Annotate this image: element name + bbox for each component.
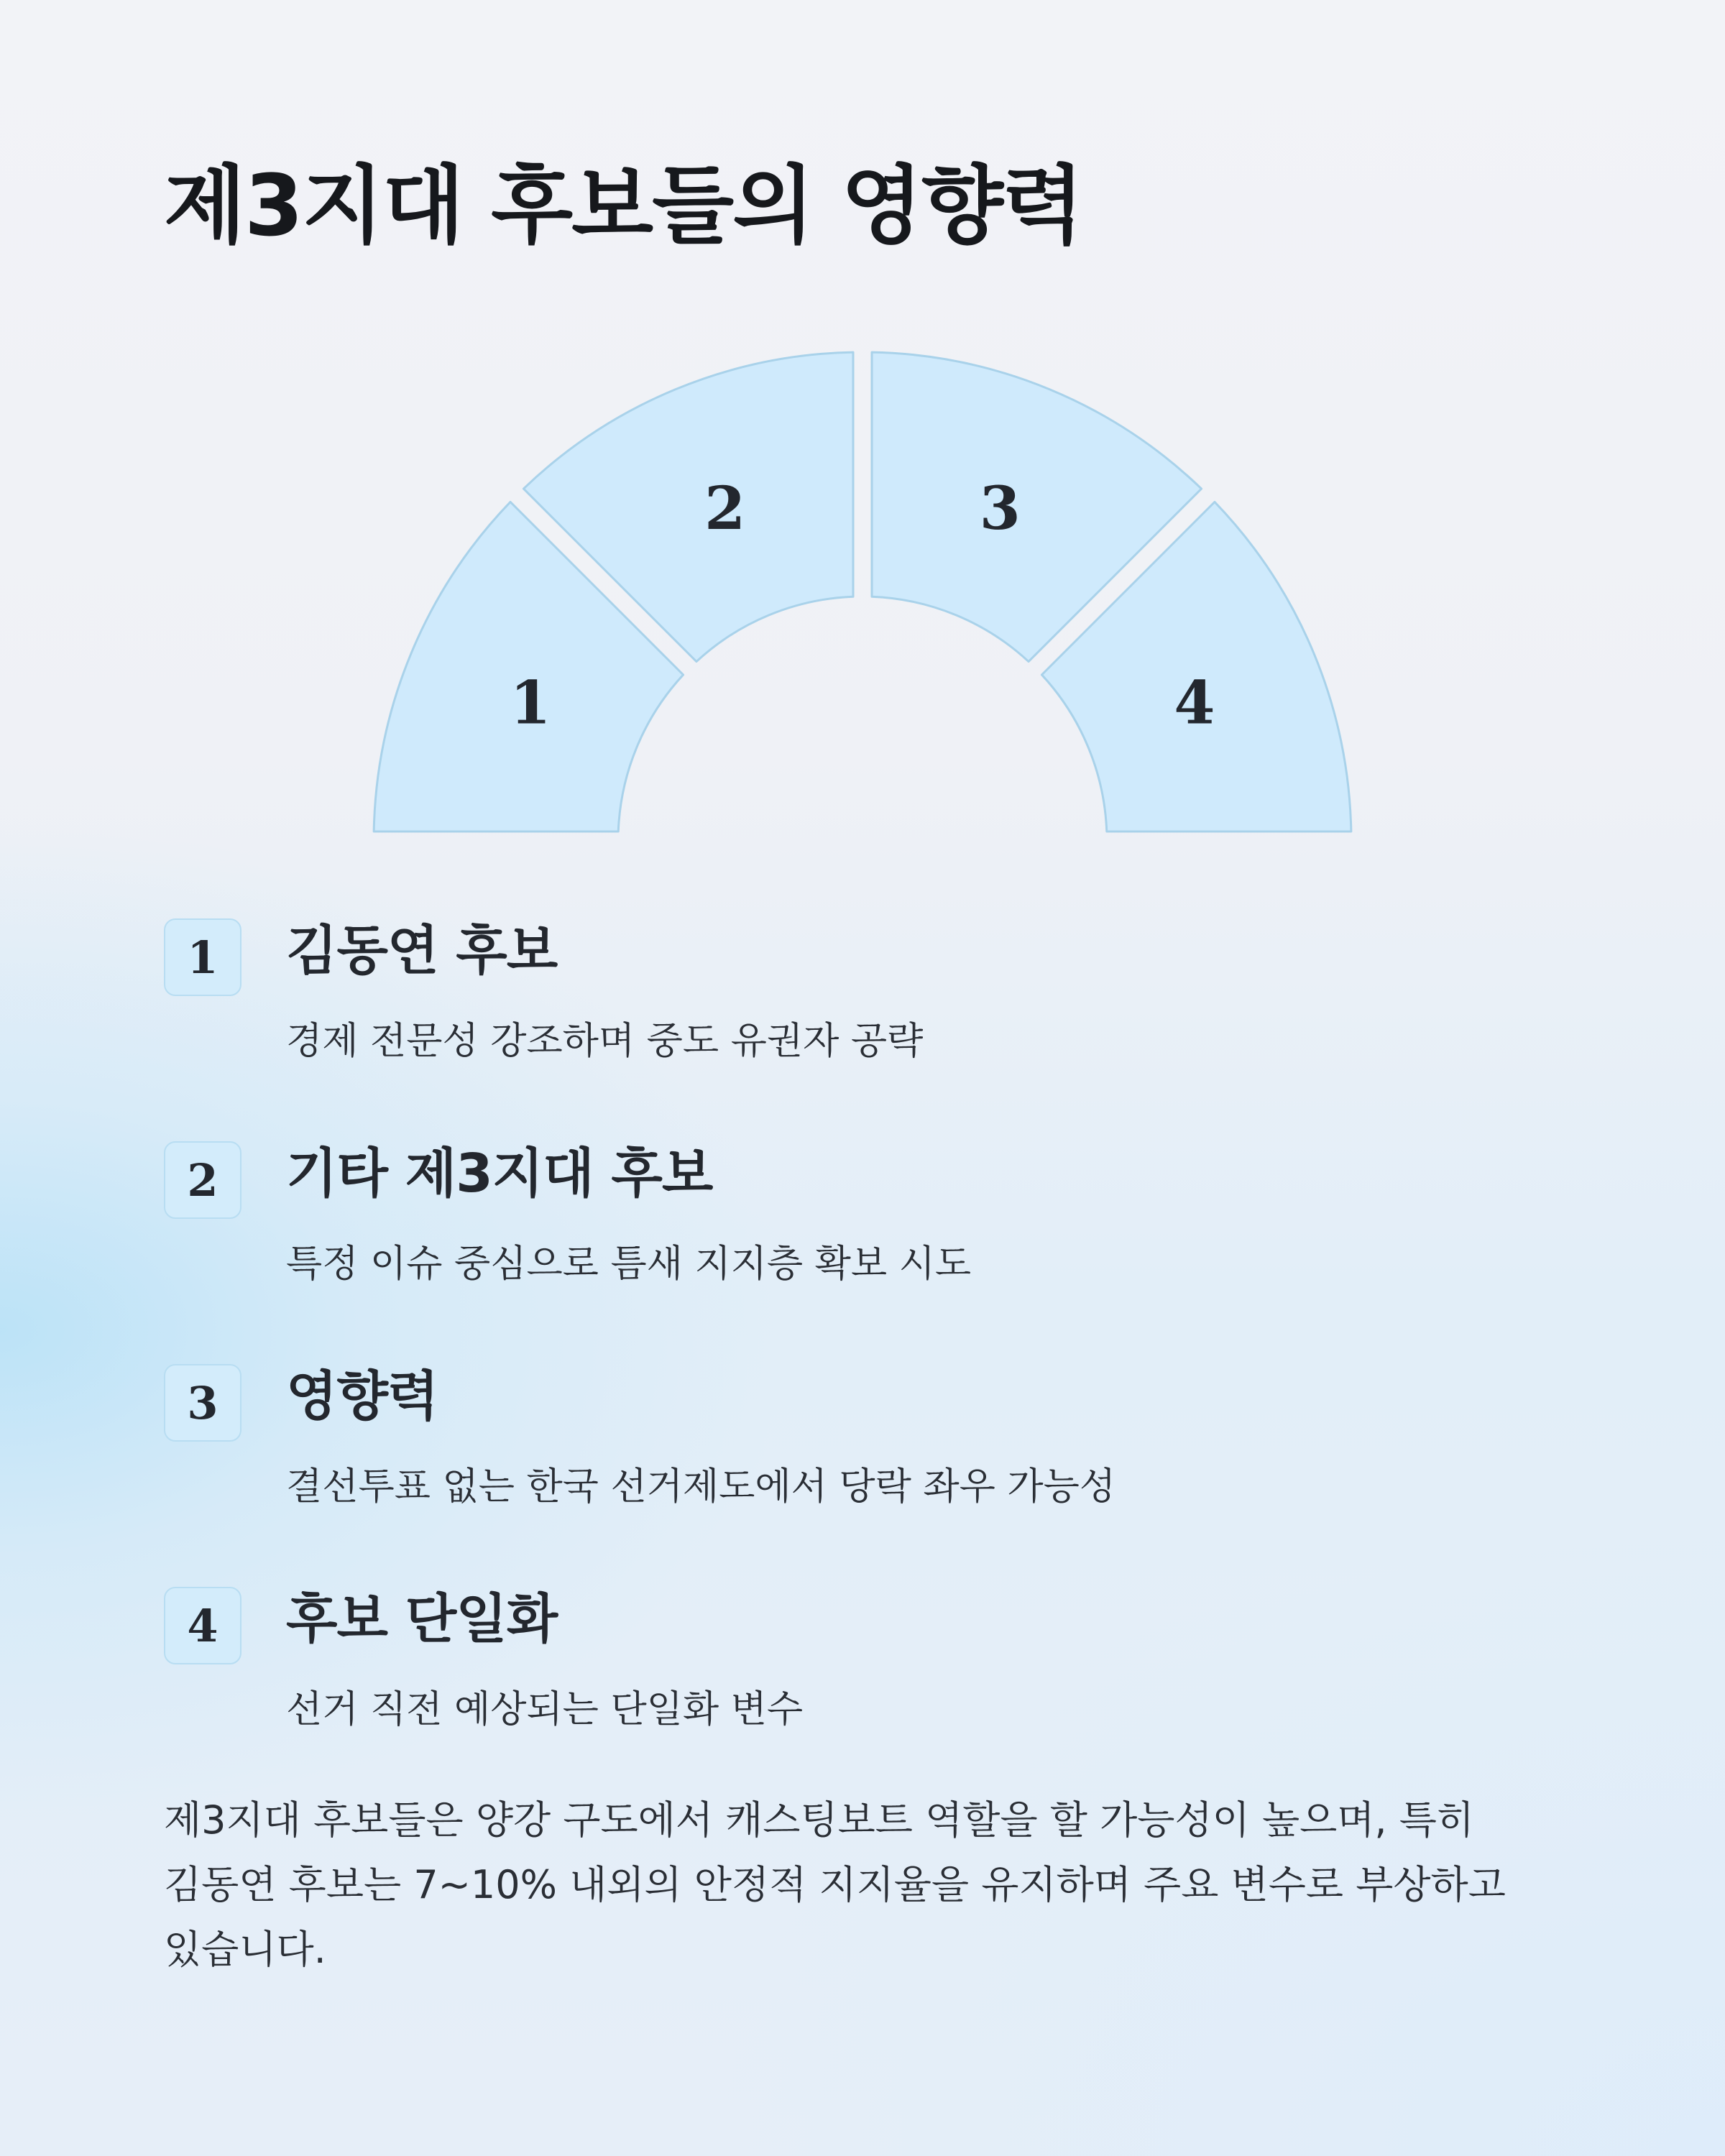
item-description: 특정 이슈 중심으로 틈새 지지층 확보 시도	[286, 1243, 972, 1286]
page-title: 제3지대 후보들의 영향력	[164, 156, 1083, 255]
item-title: 영향력	[286, 1365, 438, 1427]
arc-diagram	[0, 0, 1725, 862]
list-item	[164, 1360, 1530, 1547]
item-number-badge: 1	[164, 918, 242, 996]
item-title: 후보 단일화	[286, 1588, 558, 1650]
arc-segment-label: 2	[704, 474, 746, 544]
arc-segment-label: 4	[1174, 668, 1215, 738]
item-description: 경제 전문성 강조하며 중도 유권자 공략	[286, 1020, 924, 1063]
arc-segment-label: 1	[510, 668, 551, 738]
item-description: 선거 직전 예상되는 단일화 변수	[286, 1688, 804, 1731]
item-number-badge: 4	[164, 1587, 242, 1664]
list-item	[164, 1583, 1530, 1769]
item-number-badge: 3	[164, 1364, 242, 1442]
item-title: 기타 제3지대 후보	[286, 1143, 713, 1204]
item-title: 김동연 후보	[286, 920, 558, 982]
summary-text: 제3지대 후보들은 양강 구도에서 캐스팅보트 역할을 할 가능성이 높으며, 특히 김동연 후보는 7~10% 내외의 안정적 지지율을 유지하며 주요 변수로 부상하고 있습니다.	[164, 1797, 1506, 1972]
list-item	[164, 914, 1530, 1101]
item-description: 결선투표 없는 한국 선거제도에서 당락 좌우 가능성	[286, 1465, 1116, 1508]
list-item	[164, 1137, 1530, 1324]
item-number-badge: 2	[164, 1141, 242, 1219]
arc-segment-label: 3	[979, 474, 1021, 544]
